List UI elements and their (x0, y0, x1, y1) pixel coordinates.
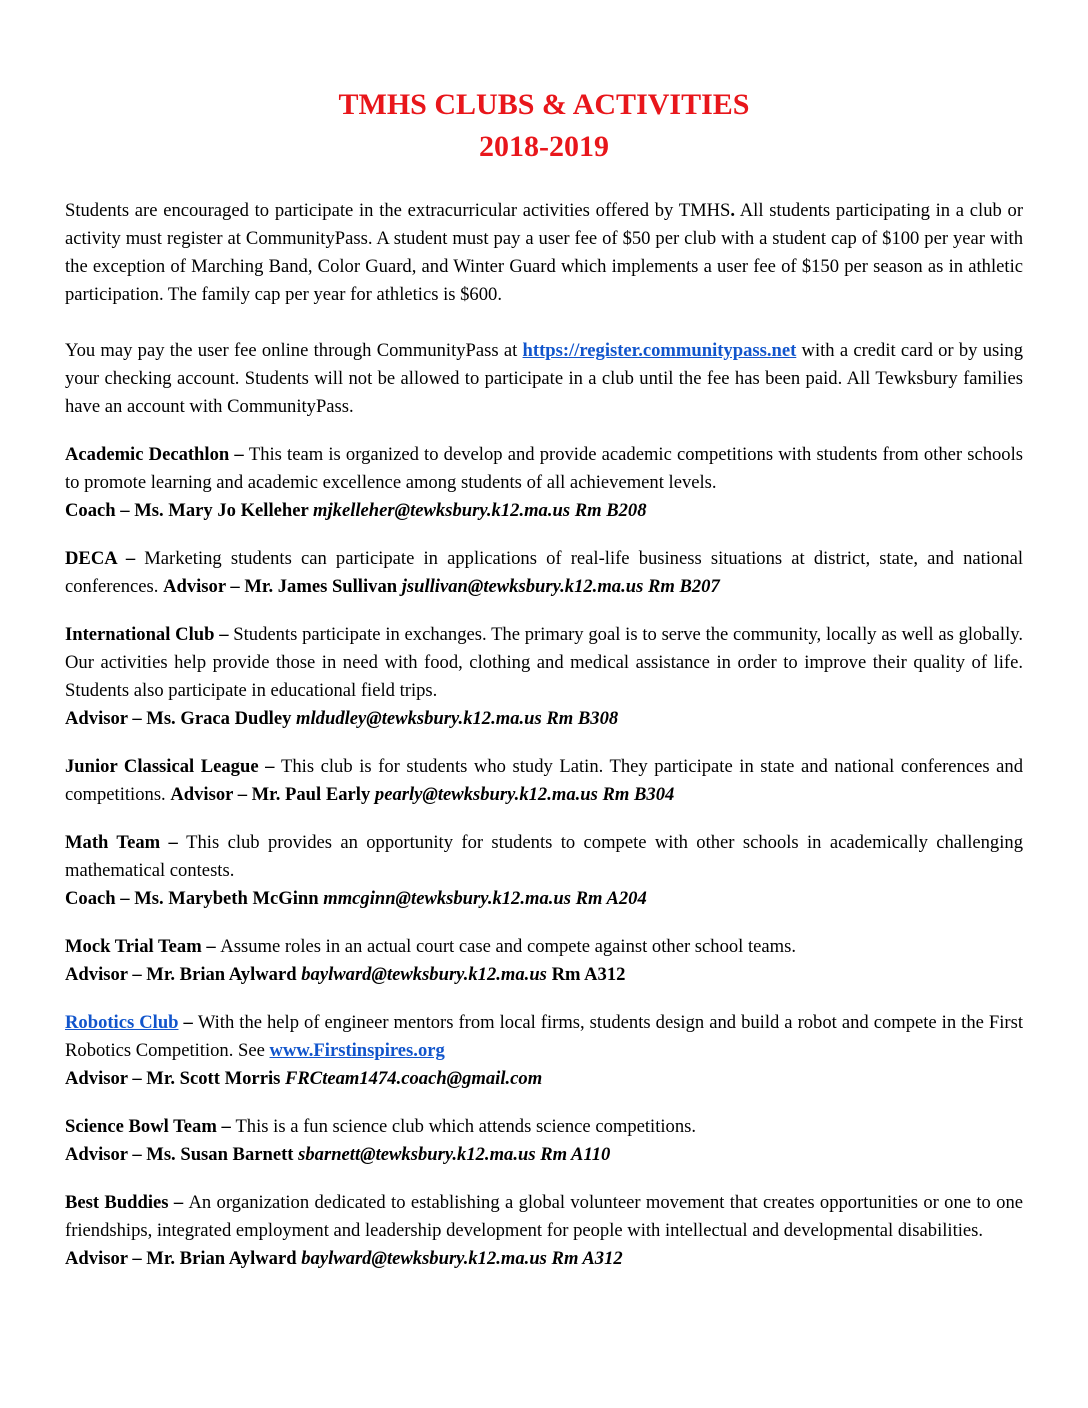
club-description (65, 1189, 1023, 1245)
contact-role: Advisor – Mr. Paul Early (170, 784, 375, 805)
club-contact (65, 1141, 1023, 1169)
club-sep: – (258, 756, 282, 777)
intro-text-a: Students are encouraged to participate in the extracurricular activities offered by TMHS (65, 200, 731, 221)
club-desc: An organization dedicated to establishing a global volunteer movement that creates opportunities or one to one friendships, integrated employment and leadership development for people with intellectual and developmental disabilities. (65, 1192, 1024, 1241)
club-desc: Assume roles in an actual court case and compete against other school teams. (220, 936, 796, 957)
club-sep: – (229, 444, 249, 465)
contact-email: baylward@tewksbury.k12.ma.us Rm A312 (301, 1248, 623, 1269)
club-name: International Club (65, 624, 215, 645)
contact-email: jsullivan@tewksbury.k12.ma.us Rm B207 (401, 576, 720, 597)
club-sep: – (201, 936, 221, 957)
contact-email: mmcginn@tewksbury.k12.ma.us Rm A204 (323, 888, 647, 909)
club-name: Best Buddies (65, 1192, 169, 1213)
contact-email: sbarnett@tewksbury.k12.ma.us Rm A110 (298, 1144, 611, 1165)
club-sep: – (216, 1116, 236, 1137)
contact-email: mjkelleher@tewksbury.k12.ma.us Rm B208 (313, 500, 647, 521)
club-description (65, 753, 1023, 809)
club-deca (65, 545, 1023, 601)
club-description (65, 829, 1023, 885)
contact-role: Advisor – Mr. Brian Aylward (65, 964, 302, 985)
club-name: Mock Trial Team (65, 936, 202, 957)
club-desc: Marketing students can participate in applications of real-life business situations at district, state, and national conferences. (65, 548, 1024, 597)
contact-email: pearly@tewksbury.k12.ma.us Rm B304 (374, 784, 675, 805)
club-contact (65, 961, 1023, 989)
club-sep: – (116, 548, 145, 569)
club-name: Academic Decathlon (65, 444, 230, 465)
payment-text-b: with a credit card or by using your checking account. Students will not be allowed to participate in a club until the fee has been paid. All Tewksbury families have an account with CommunityPass. (65, 340, 1024, 417)
club-best-buddies (65, 1189, 1023, 1273)
intro-text-dot: . (730, 200, 736, 221)
contact-role: Advisor – Ms. Graca Dudley (65, 708, 297, 729)
club-description (65, 1113, 1023, 1141)
intro-paragraph-fees (65, 197, 1023, 309)
club-name: Junior Classical League (65, 756, 259, 777)
payment-text-a: You may pay the user fee online through CommunityPass at (65, 340, 523, 361)
club-sep: – (178, 1012, 198, 1033)
club-description (65, 621, 1023, 705)
club-name-link[interactable]: Robotics Club (65, 1012, 179, 1033)
club-contact (65, 497, 1023, 525)
document-title: TMHS CLUBS & ACTIVITIES (338, 88, 750, 121)
club-desc: With the help of engineer mentors from local firms, students design and build a robot and compete in the First Robotics Competition. See (65, 1012, 1023, 1061)
firstinspires-link[interactable]: www.Firstinspires.org (269, 1040, 445, 1061)
contact-role: Advisor – Ms. Susan Barnett (65, 1144, 299, 1165)
club-international (65, 621, 1023, 733)
contact-role: Advisor – Mr. Scott Morris (65, 1068, 285, 1089)
intro-text-b: All students participating in a club or activity must register at CommunityPass. A student must pay a user fee of $50 per club with a student cap of $100 per year with the exception of Marching Band, Color Guard, and Winter Guard which implements a user fee of $150 per season as in athletic participation. The family cap per year for athletics is $600. (65, 200, 1024, 305)
club-name: Math Team (65, 832, 161, 853)
club-academic-decathlon (65, 441, 1023, 525)
club-desc: Students participate in exchanges. The primary goal is to serve the community, locally as well as globally. Our activities help provide those in need with food, clothing and medical assistance in order to improve their quality of life. Students also participate in educational field trips. (65, 624, 1024, 701)
club-mock-trial (65, 933, 1023, 989)
contact-room: Rm A312 (546, 964, 626, 985)
club-junior-classical-league (65, 753, 1023, 809)
club-name: Science Bowl Team (65, 1116, 217, 1137)
contact-role: Coach – Ms. Mary Jo Kelleher (65, 500, 314, 521)
contact-role: Coach – Ms. Marybeth McGinn (65, 888, 324, 909)
intro-paragraph-payment (65, 337, 1023, 421)
club-contact (65, 705, 1023, 733)
club-contact (65, 1065, 1023, 1093)
club-science-bowl (65, 1113, 1023, 1169)
club-contact (65, 1245, 1023, 1273)
club-contact (65, 885, 1023, 913)
title-block (65, 84, 1023, 168)
contact-role: Advisor – Mr. Brian Aylward (65, 1248, 302, 1269)
club-description (65, 1009, 1023, 1065)
club-name: DECA (65, 548, 117, 569)
contact-email: baylward@tewksbury.k12.ma.us (301, 964, 547, 985)
communitypass-link[interactable]: https://register.communitypass.net (522, 340, 797, 361)
club-math-team (65, 829, 1023, 913)
club-desc: This team is organized to develop and provide academic competitions with students from other schools to promote learning and academic excellence among students of all achievement levels. (65, 444, 1024, 493)
club-robotics (65, 1009, 1023, 1093)
club-sep: – (160, 832, 187, 853)
club-description (65, 441, 1023, 497)
club-sep: – (214, 624, 234, 645)
contact-email: FRCteam1474.coach@gmail.com (285, 1068, 543, 1089)
contact-role: Advisor – Mr. James Sullivan (163, 576, 402, 597)
club-description (65, 545, 1023, 601)
document-year: 2018-2019 (479, 130, 609, 163)
club-desc: This club provides an opportunity for students to compete with other schools in academically challenging mathematical contests. (65, 832, 1023, 881)
document-page (65, 84, 1023, 1293)
club-description (65, 933, 1023, 961)
contact-email: mldudley@tewksbury.k12.ma.us Rm B308 (296, 708, 619, 729)
club-sep: – (168, 1192, 189, 1213)
club-desc: This is a fun science club which attends science competitions. (235, 1116, 697, 1137)
club-desc: This club is for students who study Latin. They participate in state and national conferences and competitions. (65, 756, 1023, 805)
